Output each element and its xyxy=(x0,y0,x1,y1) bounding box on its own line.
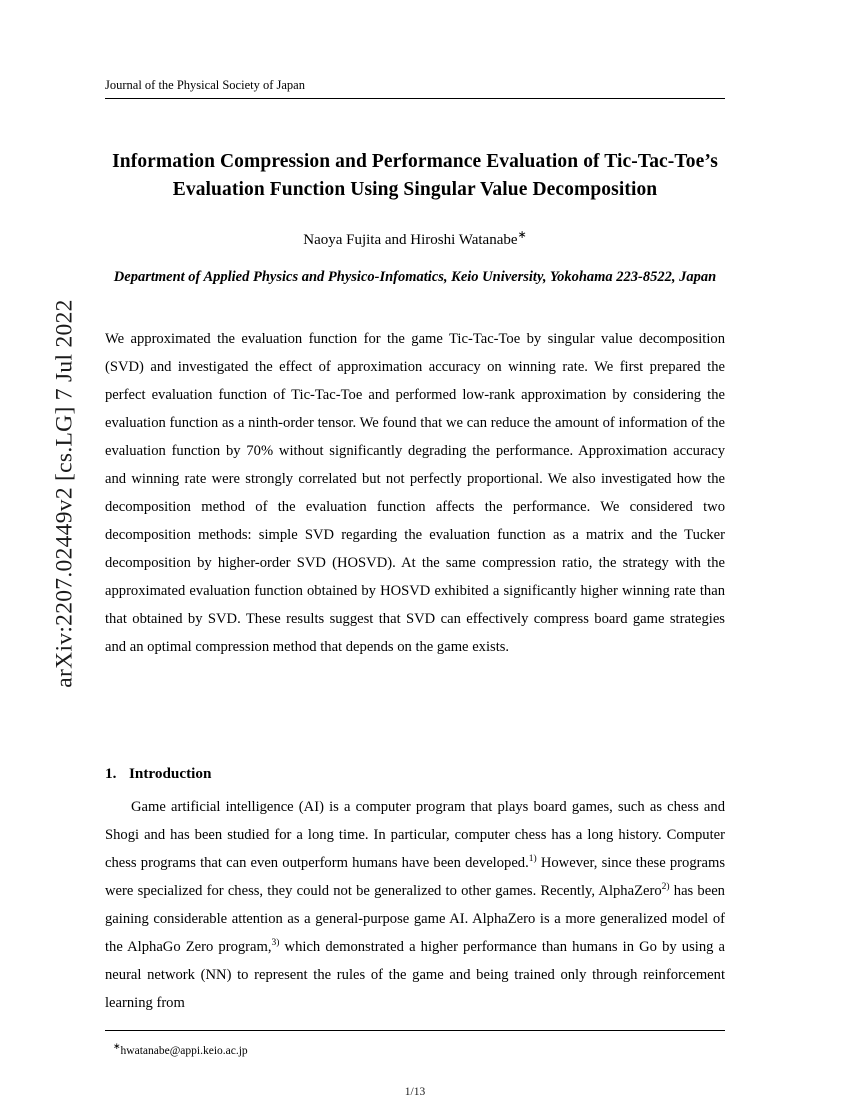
citation-ref-3[interactable]: 3) xyxy=(271,938,280,949)
section-number: 1. xyxy=(105,765,117,782)
page-title: Information Compression and Performance Evaluation of Tic-Tac-Toe’s Evaluation Function Using Singular Value Decomposition xyxy=(112,151,718,200)
arxiv-identifier: arXiv:2207.02449v2 [cs.LG] 7 Jul 2022 xyxy=(51,299,78,688)
header-divider xyxy=(105,98,725,99)
footnote-marker: ∗ xyxy=(113,1041,121,1051)
footnote-email[interactable]: hwatanabe@appi.keio.ac.jp xyxy=(120,1044,248,1057)
introduction-paragraph xyxy=(105,793,725,1017)
intro-text-part-1: Game artificial intelligence (AI) is a computer program that plays board games, such as chess and Shogi and has been studied for a long time. In particular, computer chess has a long history. Computer chess programs that can even outperform humans have been developed. xyxy=(105,799,725,872)
section-heading-introduction xyxy=(105,765,725,783)
page-number: 1/13 xyxy=(404,1086,426,1098)
author-names: Naoya Fujita and Hiroshi Watanabe xyxy=(303,232,518,248)
author-list xyxy=(105,228,725,249)
abstract: We approximated the evaluation function for the game Tic-Tac-Toe by singular value decomposition (SVD) and investigated the effect of approximation accuracy on winning rate. We first prepared the perfect evaluation function of Tic-Tac-Toe and performed low-rank approximation by considering the evaluation function as a ninth-order tensor. We found that we can reduce the amount of information of the evaluation function by 70% without significantly degrading the performance. Approximation accuracy and winning rate were strongly correlated but not perfectly proportional. We also investigated how the decomposition method of the evaluation function affects the performance. We considered two decomposition methods: simple SVD regarding the evaluation function as a matrix and the Tucker decomposition by higher-order SVD (HOSVD). At the same compression ratio, the strategy with the approximated evaluation function obtained by HOSVD exhibited a significantly higher winning rate than that obtained by SVD. These results suggest that SVD can effectively compress board game strategies and an optimal compression method that depends on the game exists. xyxy=(105,331,725,656)
author-footnote-marker: ∗ xyxy=(517,229,527,241)
citation-ref-2[interactable]: 2) xyxy=(661,882,670,893)
arxiv-stamp xyxy=(0,0,100,1100)
intro-text-part-2: However, since these programs were specialized for chess, they could not be generalized to other games. Recently, AlphaZero xyxy=(105,855,726,900)
citation-ref-1[interactable]: 1) xyxy=(528,854,537,865)
intro-text-part-4: which demonstrated a higher performance than humans in Go by using a neural network (NN) to represent the rules of the game and being trained only through reinforcement learning from xyxy=(105,939,726,1012)
page-content xyxy=(105,0,725,1100)
section-title: Introduction xyxy=(129,765,212,782)
footnote-divider xyxy=(105,1030,725,1031)
footnote xyxy=(113,1041,723,1057)
journal-name: Journal of the Physical Society of Japan xyxy=(105,78,305,92)
affiliation: Department of Applied Physics and Physico-Infomatics, Keio University, Yokohama 223-8522, Japan xyxy=(113,269,717,285)
intro-text-part-3: has been gaining considerable attention as a general-purpose game AI. AlphaZero is a more generalized model of the AlphaGo Zero program, xyxy=(105,883,725,956)
